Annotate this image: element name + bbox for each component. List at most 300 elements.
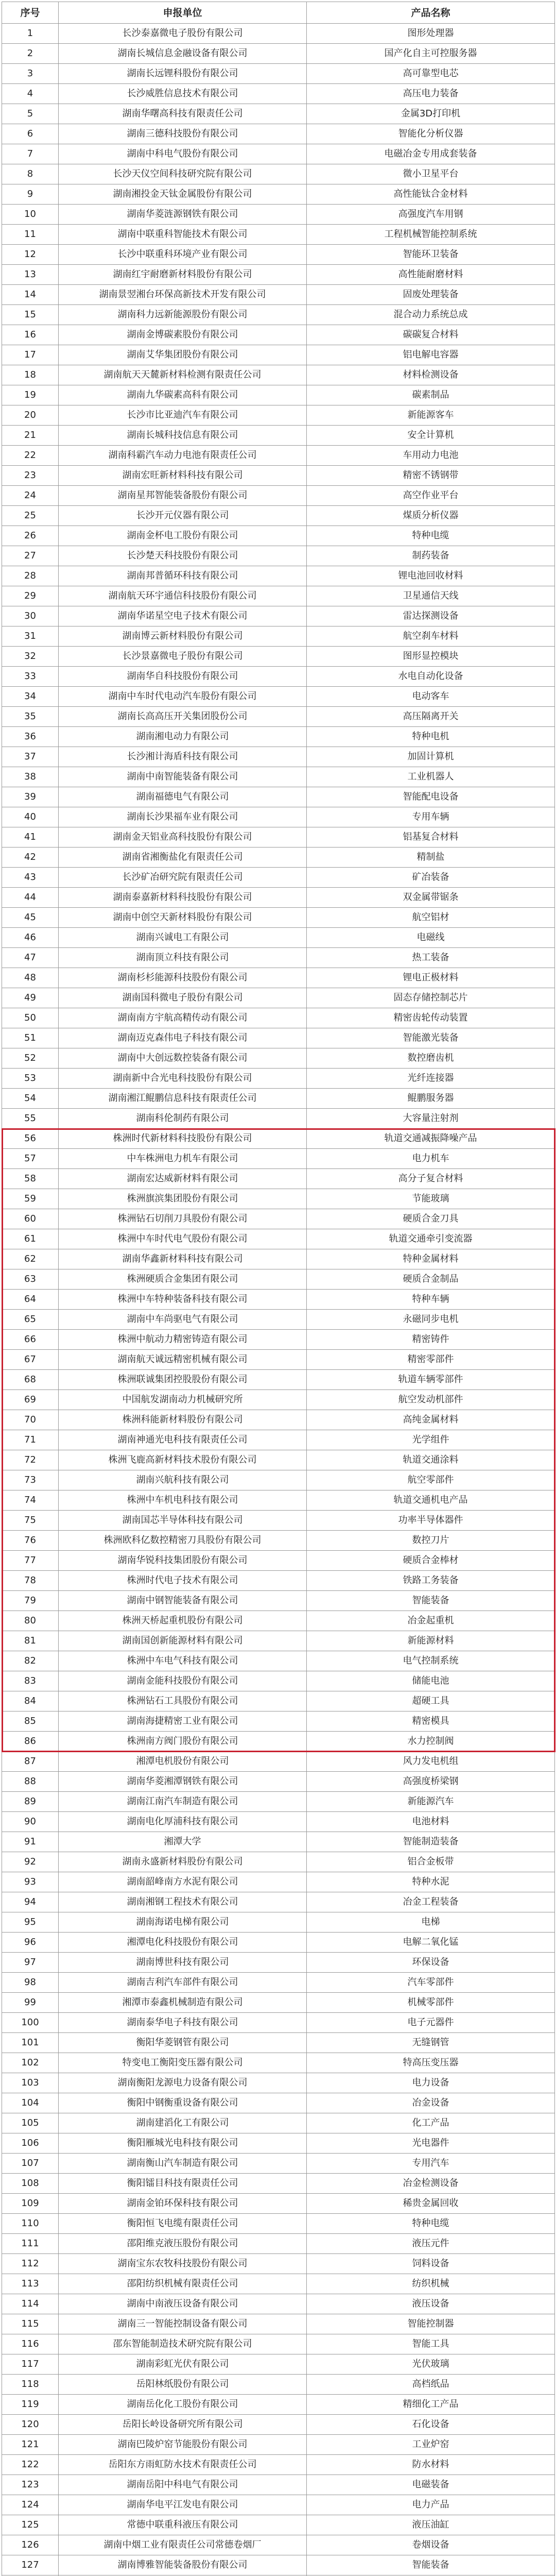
row-unit: 湖南长城信息金融设备有限公司 bbox=[59, 44, 307, 64]
row-seq: 82 bbox=[2, 1651, 59, 1671]
row-unit: 湖南建滔化工有限公司 bbox=[59, 2113, 307, 2133]
row-product: 卷烟设备 bbox=[307, 2535, 555, 2555]
row-product: 环保设备 bbox=[307, 1953, 555, 1973]
row-unit: 株洲钻石切削刀具股份有限公司 bbox=[59, 1209, 307, 1229]
table-row bbox=[2, 1651, 555, 1671]
table-row bbox=[2, 2154, 555, 2174]
row-seq: 102 bbox=[2, 2053, 59, 2073]
table-row bbox=[2, 1430, 555, 1450]
row-product: 高分子复合材料 bbox=[307, 1169, 555, 1189]
row-product: 热工装备 bbox=[307, 948, 555, 968]
row-unit: 邵阳纺织机械有限责任公司 bbox=[59, 2274, 307, 2294]
row-seq: 34 bbox=[2, 687, 59, 707]
row-unit: 湖南宏达威新材料有限公司 bbox=[59, 1169, 307, 1189]
table-row bbox=[2, 566, 555, 586]
row-unit: 长沙市比亚迪汽车有限公司 bbox=[59, 405, 307, 426]
row-unit: 湖南巴陵炉窑节能股份有限公司 bbox=[59, 2435, 307, 2455]
row-product: 智能配电设备 bbox=[307, 787, 555, 807]
row-seq: 72 bbox=[2, 1450, 59, 1470]
row-product: 石化设备 bbox=[307, 2415, 555, 2435]
table-row bbox=[2, 1671, 555, 1691]
row-unit: 湖南长城科技信息有限公司 bbox=[59, 426, 307, 446]
table-row bbox=[2, 64, 555, 84]
row-product: 无缝钢管 bbox=[307, 2033, 555, 2053]
row-unit: 长沙中联重科环境产业有限公司 bbox=[59, 245, 307, 265]
row-product: 汽车零部件 bbox=[307, 1973, 555, 1993]
row-seq: 11 bbox=[2, 225, 59, 245]
row-seq: 9 bbox=[2, 184, 59, 205]
row-product: 卫星通信天线 bbox=[307, 586, 555, 606]
table-row bbox=[2, 1792, 555, 1812]
row-product: 鲲鹏服务器 bbox=[307, 1089, 555, 1109]
row-product: 轨道交通机电产品 bbox=[307, 1490, 555, 1511]
row-product: 加固计算机 bbox=[307, 747, 555, 767]
row-product: 高可靠型电芯 bbox=[307, 64, 555, 84]
row-seq: 15 bbox=[2, 305, 59, 325]
row-seq: 38 bbox=[2, 767, 59, 787]
row-unit: 株洲中车时代电气股份有限公司 bbox=[59, 1229, 307, 1249]
row-seq: 125 bbox=[2, 2515, 59, 2535]
table-row bbox=[2, 2535, 555, 2555]
row-seq: 49 bbox=[2, 988, 59, 1008]
table-row bbox=[2, 1571, 555, 1591]
row-product: 特种电缆 bbox=[307, 526, 555, 546]
row-product: 电动客车 bbox=[307, 687, 555, 707]
table-row bbox=[2, 164, 555, 184]
row-seq: 79 bbox=[2, 1591, 59, 1611]
row-unit: 湖南宏旺新材料科技有限公司 bbox=[59, 466, 307, 486]
row-unit: 株洲中车机电科技有限公司 bbox=[59, 1490, 307, 1511]
row-seq: 109 bbox=[2, 2194, 59, 2214]
table-row bbox=[2, 1028, 555, 1048]
row-product: 高压隔离开关 bbox=[307, 707, 555, 727]
row-product: 精细化工产品 bbox=[307, 2395, 555, 2415]
row-product: 电气控制系统 bbox=[307, 1651, 555, 1671]
row-seq: 54 bbox=[2, 1089, 59, 1109]
table-row bbox=[2, 365, 555, 385]
row-seq: 70 bbox=[2, 1410, 59, 1430]
row-product: 冶金检测设备 bbox=[307, 2174, 555, 2194]
table-row bbox=[2, 848, 555, 868]
row-product: 智能制造装备 bbox=[307, 1832, 555, 1852]
row-unit: 湖南新中合光电科技股份有限公司 bbox=[59, 1069, 307, 1089]
row-unit: 湖南兴诚电工有限公司 bbox=[59, 928, 307, 948]
row-seq: 28 bbox=[2, 566, 59, 586]
row-product: 特高压变压器 bbox=[307, 2053, 555, 2073]
row-seq: 23 bbox=[2, 466, 59, 486]
row-seq: 94 bbox=[2, 1892, 59, 1912]
row-unit: 湖南中大创远数控装备有限公司 bbox=[59, 1048, 307, 1069]
row-product: 高性能钛合金材料 bbox=[307, 184, 555, 205]
row-unit: 湖南华诺星空电子技术有限公司 bbox=[59, 606, 307, 626]
row-product: 硬质合金刀具 bbox=[307, 1209, 555, 1229]
row-unit: 湖南中南液压设备有限公司 bbox=[59, 2294, 307, 2314]
table-row bbox=[2, 1249, 555, 1269]
row-product: 双金属带锯条 bbox=[307, 888, 555, 908]
row-unit: 株洲南方阀门股份有限公司 bbox=[59, 1732, 307, 1752]
row-product: 精制盐 bbox=[307, 848, 555, 868]
row-unit: 湖南中车尚驱电气有限公司 bbox=[59, 1310, 307, 1330]
row-seq: 5 bbox=[2, 104, 59, 124]
table-row bbox=[2, 265, 555, 285]
row-product: 光学组件 bbox=[307, 1430, 555, 1450]
table-row bbox=[2, 2254, 555, 2274]
table-row bbox=[2, 2174, 555, 2194]
row-unit: 湖南华菱涟源钢铁有限公司 bbox=[59, 205, 307, 225]
row-seq: 123 bbox=[2, 2475, 59, 2495]
table-row bbox=[2, 2053, 555, 2073]
row-product: 航空铝材 bbox=[307, 908, 555, 928]
row-product: 电力机车 bbox=[307, 1149, 555, 1169]
row-product: 精密模具 bbox=[307, 1711, 555, 1732]
table-row bbox=[2, 968, 555, 988]
row-seq: 67 bbox=[2, 1350, 59, 1370]
table-row bbox=[2, 2113, 555, 2133]
table-row bbox=[2, 1048, 555, 1069]
row-product: 超硬工具 bbox=[307, 1691, 555, 1711]
row-product: 节能玻璃 bbox=[307, 1189, 555, 1209]
table-row bbox=[2, 1933, 555, 1953]
table-row bbox=[2, 2133, 555, 2154]
row-product: 精密齿轮传动装置 bbox=[307, 1008, 555, 1028]
table-row bbox=[2, 2093, 555, 2113]
row-product: 电力设备 bbox=[307, 2073, 555, 2093]
row-seq: 98 bbox=[2, 1973, 59, 1993]
row-product: 冶金设备 bbox=[307, 2093, 555, 2113]
row-product: 新能源汽车 bbox=[307, 1792, 555, 1812]
row-product: 碳素制品 bbox=[307, 385, 555, 405]
table-row bbox=[2, 1912, 555, 1933]
row-product: 机械零部件 bbox=[307, 1993, 555, 2013]
row-seq: 120 bbox=[2, 2415, 59, 2435]
row-unit: 湖南科力远新能源股份有限公司 bbox=[59, 305, 307, 325]
table-row bbox=[2, 747, 555, 767]
row-unit: 湖南航天环宇通信科技股份有限公司 bbox=[59, 586, 307, 606]
row-unit: 湖南邦普循环科技有限公司 bbox=[59, 566, 307, 586]
row-unit: 衡阳雁城光电科技有限公司 bbox=[59, 2133, 307, 2154]
row-seq: 40 bbox=[2, 807, 59, 827]
row-unit: 湖南三德科技股份有限公司 bbox=[59, 124, 307, 144]
row-seq: 2 bbox=[2, 44, 59, 64]
row-seq: 80 bbox=[2, 1611, 59, 1631]
row-product: 风力发电机组 bbox=[307, 1752, 555, 1772]
row-unit: 株洲天桥起重机股份有限公司 bbox=[59, 1611, 307, 1631]
row-seq: 75 bbox=[2, 1511, 59, 1531]
row-product: 数控刀片 bbox=[307, 1531, 555, 1551]
row-product: 液压设备 bbox=[307, 2294, 555, 2314]
row-seq: 81 bbox=[2, 1631, 59, 1651]
row-unit: 湖南金铂环保科技有限公司 bbox=[59, 2194, 307, 2214]
row-unit: 湖南海诺电梯有限公司 bbox=[59, 1912, 307, 1933]
row-product: 冶金起重机 bbox=[307, 1611, 555, 1631]
row-unit: 湖南国科微电子股份有限公司 bbox=[59, 988, 307, 1008]
table-row bbox=[2, 1410, 555, 1430]
row-seq: 86 bbox=[2, 1732, 59, 1752]
row-seq: 48 bbox=[2, 968, 59, 988]
row-product: 轨道交通牵引变流器 bbox=[307, 1229, 555, 1249]
row-seq: 101 bbox=[2, 2033, 59, 2053]
row-unit: 株洲飞鹿高新材料技术股份有限公司 bbox=[59, 1450, 307, 1470]
row-unit: 株洲硬质合金集团有限公司 bbox=[59, 1269, 307, 1290]
row-product: 硬质合金棒材 bbox=[307, 1551, 555, 1571]
table-row bbox=[2, 1490, 555, 1511]
row-seq: 18 bbox=[2, 365, 59, 385]
row-seq: 108 bbox=[2, 2174, 59, 2194]
row-seq: 117 bbox=[2, 2354, 59, 2375]
row-product: 防水材料 bbox=[307, 2455, 555, 2475]
table-row bbox=[2, 2234, 555, 2254]
row-product: 高纯金属材料 bbox=[307, 1410, 555, 1430]
table-row bbox=[2, 2395, 555, 2415]
table-row bbox=[2, 2033, 555, 2053]
row-product: 锂电池回收材料 bbox=[307, 566, 555, 586]
table-row bbox=[2, 2415, 555, 2435]
table-row bbox=[2, 305, 555, 325]
row-product: 工程机械智能控制系统 bbox=[307, 225, 555, 245]
row-unit: 湖南景翌湘台环保高新技术开发有限公司 bbox=[59, 285, 307, 305]
row-product: 特种车辆 bbox=[307, 1290, 555, 1310]
row-seq: 110 bbox=[2, 2214, 59, 2234]
row-unit: 衡阳中钢衡重设备有限公司 bbox=[59, 2093, 307, 2113]
row-product: 智能控制器 bbox=[307, 2314, 555, 2334]
row-unit: 湖南彩虹光伏有限公司 bbox=[59, 2354, 307, 2375]
row-seq: 16 bbox=[2, 325, 59, 345]
row-unit: 湖南华锐科技集团股份有限公司 bbox=[59, 1551, 307, 1571]
row-seq: 91 bbox=[2, 1832, 59, 1852]
table-row bbox=[2, 1752, 555, 1772]
table-row bbox=[2, 626, 555, 647]
row-product: 智能装备 bbox=[307, 2555, 555, 2575]
table-row bbox=[2, 1330, 555, 1350]
row-seq: 17 bbox=[2, 345, 59, 365]
row-unit: 长沙威胜信息技术有限公司 bbox=[59, 84, 307, 104]
row-unit: 湘潭电机股份有限公司 bbox=[59, 1752, 307, 1772]
table-row bbox=[2, 1229, 555, 1249]
table-row bbox=[2, 1008, 555, 1028]
row-unit: 湖南华菱湘潭钢铁有限公司 bbox=[59, 1772, 307, 1792]
table-row bbox=[2, 1149, 555, 1169]
table-row bbox=[2, 1732, 555, 1752]
table-row bbox=[2, 586, 555, 606]
table-row bbox=[2, 1531, 555, 1551]
table-row bbox=[2, 2354, 555, 2375]
table-row bbox=[2, 1350, 555, 1370]
row-product: 智能工具 bbox=[307, 2334, 555, 2354]
row-seq: 122 bbox=[2, 2455, 59, 2475]
table-row bbox=[2, 1269, 555, 1290]
row-seq: 107 bbox=[2, 2154, 59, 2174]
row-seq: 7 bbox=[2, 144, 59, 164]
row-seq: 106 bbox=[2, 2133, 59, 2154]
row-product: 航空零部件 bbox=[307, 1470, 555, 1490]
row-seq: 56 bbox=[2, 1129, 59, 1149]
row-seq: 35 bbox=[2, 707, 59, 727]
row-unit: 湖南湘投金天钛金属股份有限公司 bbox=[59, 184, 307, 205]
row-unit: 湖南电化厚浦科技有限公司 bbox=[59, 1812, 307, 1832]
table-row bbox=[2, 827, 555, 848]
row-product: 微小卫星平台 bbox=[307, 164, 555, 184]
row-unit: 湖南博雅智能装备股份有限公司 bbox=[59, 2555, 307, 2575]
row-unit: 湖南宝东农牧科技股份有限公司 bbox=[59, 2254, 307, 2274]
row-unit: 湖南岳阳中科电气有限公司 bbox=[59, 2475, 307, 2495]
row-unit: 湖南湘电动力有限公司 bbox=[59, 727, 307, 747]
row-product: 车用动力电池 bbox=[307, 446, 555, 466]
row-seq: 88 bbox=[2, 1772, 59, 1792]
table-row bbox=[2, 104, 555, 124]
row-unit: 湖南衡阳龙源电力设备有限公司 bbox=[59, 2073, 307, 2093]
row-unit: 湖南南方宇航高精传动有限公司 bbox=[59, 1008, 307, 1028]
row-seq: 93 bbox=[2, 1872, 59, 1892]
table-row bbox=[2, 446, 555, 466]
row-product: 精密铸件 bbox=[307, 1330, 555, 1350]
row-seq: 37 bbox=[2, 747, 59, 767]
row-product: 高强度桥梁钢 bbox=[307, 1772, 555, 1792]
row-unit: 湖南星邦智能装备股份有限公司 bbox=[59, 486, 307, 506]
table-row bbox=[2, 2375, 555, 2395]
row-seq: 27 bbox=[2, 546, 59, 566]
table-row bbox=[2, 506, 555, 526]
table-row bbox=[2, 486, 555, 506]
row-seq: 59 bbox=[2, 1189, 59, 1209]
table-row bbox=[2, 385, 555, 405]
row-product: 永磁同步电机 bbox=[307, 1310, 555, 1330]
row-product: 水电自动化设备 bbox=[307, 667, 555, 687]
row-product: 光电器件 bbox=[307, 2133, 555, 2154]
row-unit: 湖南金博碳素股份有限公司 bbox=[59, 325, 307, 345]
row-seq: 19 bbox=[2, 385, 59, 405]
row-unit: 株洲中车电气科技有限公司 bbox=[59, 1651, 307, 1671]
row-unit: 湖南长沙果福车业有限公司 bbox=[59, 807, 307, 827]
row-seq: 127 bbox=[2, 2555, 59, 2575]
row-unit: 湖南九华碳素高科有限公司 bbox=[59, 385, 307, 405]
table-row bbox=[2, 928, 555, 948]
table-row bbox=[2, 1872, 555, 1892]
row-product: 高空作业平台 bbox=[307, 486, 555, 506]
row-unit: 湖南江南汽车制造有限公司 bbox=[59, 1792, 307, 1812]
table-row bbox=[2, 44, 555, 64]
row-unit: 湖南中联重科智能技术有限公司 bbox=[59, 225, 307, 245]
table-body bbox=[2, 24, 555, 2576]
row-unit: 湖南泰华电子科技有限公司 bbox=[59, 2013, 307, 2033]
row-seq: 68 bbox=[2, 1370, 59, 1390]
row-seq: 41 bbox=[2, 827, 59, 848]
row-unit: 湘潭市泰鑫机械制造有限公司 bbox=[59, 1993, 307, 2013]
row-unit: 湖南中科电气股份有限公司 bbox=[59, 144, 307, 164]
row-seq: 53 bbox=[2, 1069, 59, 1089]
table-row bbox=[2, 1852, 555, 1872]
table-row bbox=[2, 1169, 555, 1189]
row-seq: 104 bbox=[2, 2093, 59, 2113]
table-row bbox=[2, 1450, 555, 1470]
row-unit: 湖南韶峰南方水泥有限公司 bbox=[59, 1872, 307, 1892]
row-product: 饲料设备 bbox=[307, 2254, 555, 2274]
table-row bbox=[2, 466, 555, 486]
row-unit: 湘潭大学 bbox=[59, 1832, 307, 1852]
row-seq: 95 bbox=[2, 1912, 59, 1933]
row-unit: 湖南省湘衡盐化有限责任公司 bbox=[59, 848, 307, 868]
row-product: 铝合金板带 bbox=[307, 1852, 555, 1872]
row-unit: 株洲欧科亿数控精密刀具股份有限公司 bbox=[59, 1531, 307, 1551]
row-seq: 12 bbox=[2, 245, 59, 265]
row-unit: 株洲旗滨集团股份有限公司 bbox=[59, 1189, 307, 1209]
row-product: 高压电力装备 bbox=[307, 84, 555, 104]
row-unit: 衡阳恒飞电缆有限责任公司 bbox=[59, 2214, 307, 2234]
row-unit: 株洲时代电子技术有限公司 bbox=[59, 1571, 307, 1591]
table-row bbox=[2, 1390, 555, 1410]
row-seq: 66 bbox=[2, 1330, 59, 1350]
table-row bbox=[2, 948, 555, 968]
row-product: 特种金属材料 bbox=[307, 1249, 555, 1269]
row-product: 光纤连接器 bbox=[307, 1069, 555, 1089]
table-row bbox=[2, 2515, 555, 2535]
table-row bbox=[2, 2555, 555, 2575]
row-unit: 湖南华电平江发电有限公司 bbox=[59, 2495, 307, 2515]
row-seq: 6 bbox=[2, 124, 59, 144]
row-product: 专用汽车 bbox=[307, 2154, 555, 2174]
table-row bbox=[2, 325, 555, 345]
table-row bbox=[2, 2334, 555, 2354]
row-unit: 湖南航天天麓新材料检测有限责任公司 bbox=[59, 365, 307, 385]
row-product: 轨道交通涂料 bbox=[307, 1450, 555, 1470]
row-product: 碳碳复合材料 bbox=[307, 325, 555, 345]
row-unit: 株洲时代新材料科技股份有限公司 bbox=[59, 1129, 307, 1149]
table-row bbox=[2, 1290, 555, 1310]
table-row bbox=[2, 1470, 555, 1490]
row-seq: 44 bbox=[2, 888, 59, 908]
row-seq: 8 bbox=[2, 164, 59, 184]
row-unit: 湖南兴航科技有限公司 bbox=[59, 1470, 307, 1490]
row-seq: 39 bbox=[2, 787, 59, 807]
row-seq: 1 bbox=[2, 24, 59, 44]
table-row bbox=[2, 2435, 555, 2455]
row-seq: 50 bbox=[2, 1008, 59, 1028]
row-product: 液压油缸 bbox=[307, 2515, 555, 2535]
row-unit: 特变电工衡阳变压器有限公司 bbox=[59, 2053, 307, 2073]
table-row bbox=[2, 2495, 555, 2515]
table-row bbox=[2, 606, 555, 626]
row-seq: 64 bbox=[2, 1290, 59, 1310]
row-product: 电磁冶金专用成套装备 bbox=[307, 144, 555, 164]
row-product: 材料检测设备 bbox=[307, 365, 555, 385]
row-product: 工业机器人 bbox=[307, 767, 555, 787]
row-product: 电磁装备 bbox=[307, 2475, 555, 2495]
row-product: 航空刹车材料 bbox=[307, 626, 555, 647]
table-row bbox=[2, 868, 555, 888]
row-seq: 83 bbox=[2, 1671, 59, 1691]
row-product: 制药装备 bbox=[307, 546, 555, 566]
table-row bbox=[2, 1611, 555, 1631]
row-seq: 87 bbox=[2, 1752, 59, 1772]
row-product: 专用车辆 bbox=[307, 807, 555, 827]
table-row bbox=[2, 1892, 555, 1912]
row-seq: 119 bbox=[2, 2395, 59, 2415]
row-product: 图形显控模块 bbox=[307, 647, 555, 667]
row-product: 电磁线 bbox=[307, 928, 555, 948]
row-product: 航空发动机部件 bbox=[307, 1390, 555, 1410]
row-product: 国产化自主可控服务器 bbox=[307, 44, 555, 64]
row-product: 特种电缆 bbox=[307, 2214, 555, 2234]
row-unit: 湖南杉杉能源科技股份有限公司 bbox=[59, 968, 307, 988]
header-seq: 序号 bbox=[2, 2, 59, 24]
row-seq: 71 bbox=[2, 1430, 59, 1450]
row-seq: 114 bbox=[2, 2294, 59, 2314]
row-product: 电力产品 bbox=[307, 2495, 555, 2515]
row-unit: 湖南华自科技股份有限公司 bbox=[59, 667, 307, 687]
row-seq: 51 bbox=[2, 1028, 59, 1048]
row-seq: 103 bbox=[2, 2073, 59, 2093]
table-row bbox=[2, 888, 555, 908]
row-seq: 73 bbox=[2, 1470, 59, 1490]
